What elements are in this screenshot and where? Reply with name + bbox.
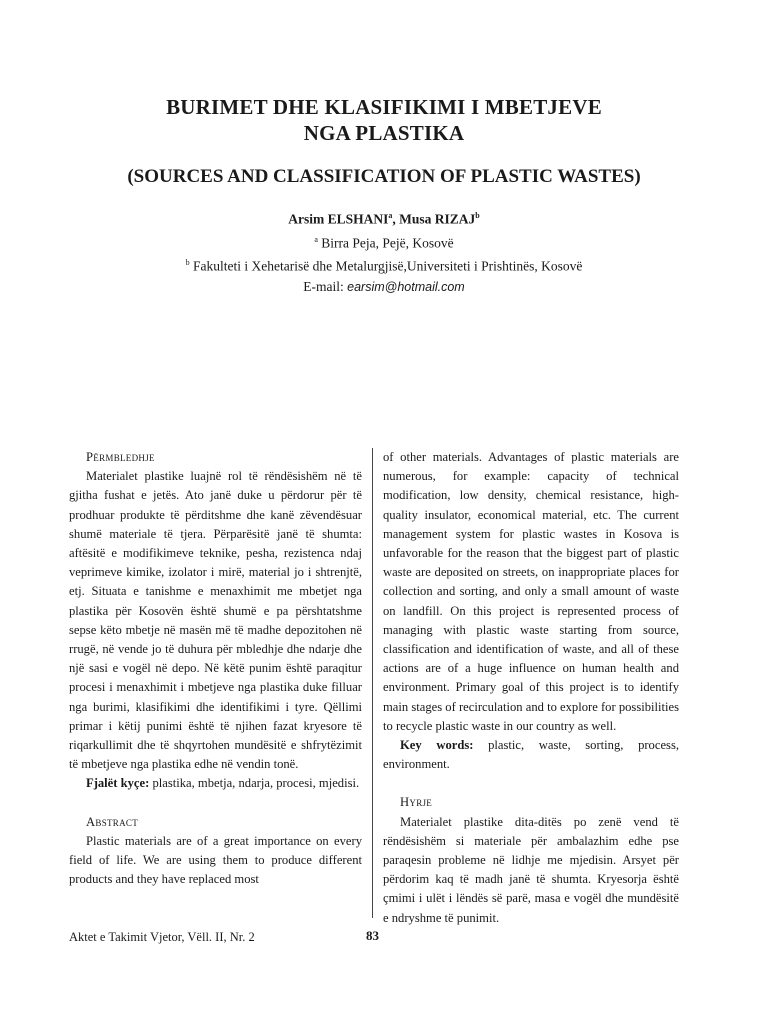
right-column	[383, 448, 679, 928]
affiliation-b	[0, 253, 768, 277]
column-divider	[372, 448, 373, 918]
section-gap-right	[383, 774, 679, 793]
title-line-1: BURIMET DHE KLASIFIKIMI I MBETJEVE	[166, 95, 602, 119]
fjalet-kyce	[69, 774, 362, 793]
fjalet-kyce-text: plastika, mbetja, ndarja, procesi, mjedisi.	[149, 776, 360, 791]
paper-title	[0, 94, 768, 146]
email-line	[0, 277, 768, 297]
affiliation-b-sup: b	[185, 258, 190, 267]
affiliation-a-text: Birra Peja, Pejë, Kosovë	[317, 235, 454, 250]
section-gap	[69, 794, 362, 813]
author-names	[0, 206, 768, 230]
key-words-label: Key words:	[400, 738, 474, 753]
page-number: 83	[366, 928, 379, 943]
author-1: Arsim ELSHANI	[288, 211, 389, 227]
abstract-continuation: of other materials. Advantages of plastic materials are numerous, for example: capacity of technical modification, low density, chemical resistance, high-quality insulator, economical material, etc. The current management system for plastic wastes in Kosova is unfavorable for the reason that the biggest part of plastic waste are deposited on streets, on inappropriate places for collection and sorting, and only a small amount of waste on landfill. On this project is represented process of managing with plastic waste starting from source, classification and identification of waste, and all of these actions are of a huge influence on human health and environment. Primary goal of this project is to identify main stages of recirculation and to explore for possibilities to recycle plastic waste in our country as well.	[383, 450, 679, 733]
affiliation-a-sup: a	[314, 234, 318, 244]
abstract-heading: Abstract	[86, 814, 139, 829]
paper-subtitle: (SOURCES AND CLASSIFICATION OF PLASTIC WASTES)	[127, 166, 641, 187]
title-line-2: NGA PLASTIKA	[303, 121, 465, 145]
permbledhje-heading: Përmbledhje	[86, 450, 155, 464]
key-words	[383, 736, 679, 774]
left-column	[69, 448, 362, 889]
affiliation-b-text: Fakulteti i Xehetarisë dhe Metalurgjisë,Universiteti i Prishtinës, Kosovë	[189, 258, 583, 274]
author-2: Musa RIZAJ	[399, 211, 476, 227]
email-label: E-mail:	[303, 278, 348, 294]
journal-footer: Aktet e Takimit Vjetor, Vëll. II, Nr. 2	[69, 930, 255, 944]
author-1-sup: a	[388, 211, 393, 220]
fjalet-kyce-label: Fjalët kyçe:	[86, 776, 150, 791]
hyrje-heading: Hyrje	[400, 795, 433, 810]
abstract-text: Plastic materials are of a great importance on every field of life. We are using them to produce different products and they have replaced most	[69, 833, 362, 887]
permbledhje-text: Materialet plastike luajnë rol të rëndësishëm në të gjitha fushat e jetës. Ato janë duke u përdorur për të prodhuar produkte të përditshme dhe kanë zëvendësuar shumë materiale të tjera. Përparësitë janë të shumta: aftësitë e modifikimeve teknike, pesha, rezistenca ndaj veprimeve kimike, izolator i mirë, material jo i shtrenjtë, etj. Situata e tanishme e menaxhimit me mbetjet nga plastika për Kosovën është shumë e pa përshtatshme sepse këto mbetje në masën më të madhe depozitohen në rrugë, në vende jo të duhura për mbledhje dhe ndarje dhe një sasi e vogël në depo. Në këtë punim është paraqitur procesi i menaxhimit i mbetjeve nga plastika duke filluar nga burimi, klasifikimi dhe identifikimi i tyre. Qëllimi primar i këtij punimi është të njihen fazat kryesore të riqarkullimit dhe të shqyrtohen mundësitë e shfrytëzimit të mbetjeve nga plastika edhe në vendin tonë.	[69, 469, 362, 772]
author-2-sup: b	[475, 211, 480, 220]
key-words-text: plastic, waste, sorting, process, environment.	[383, 738, 679, 772]
hyrje-text: Materialet plastike dita-ditës po zenë vend të rëndësishëm si materiale për ambalazhim edhe pse paraqesin probleme në lidhje me mjedisin. Arsyet për përdorim kaq të madh janë të shumta. Kryesorja është çmimi i ulët i lëndës së parë, masa e vogël dhe mundësitë e ndryshme të punimit.	[383, 814, 679, 925]
affiliation-a	[0, 230, 768, 254]
email-address: earsim@hotmail.com	[347, 279, 465, 294]
author-separator: ,	[392, 211, 400, 227]
author-block	[0, 206, 768, 297]
